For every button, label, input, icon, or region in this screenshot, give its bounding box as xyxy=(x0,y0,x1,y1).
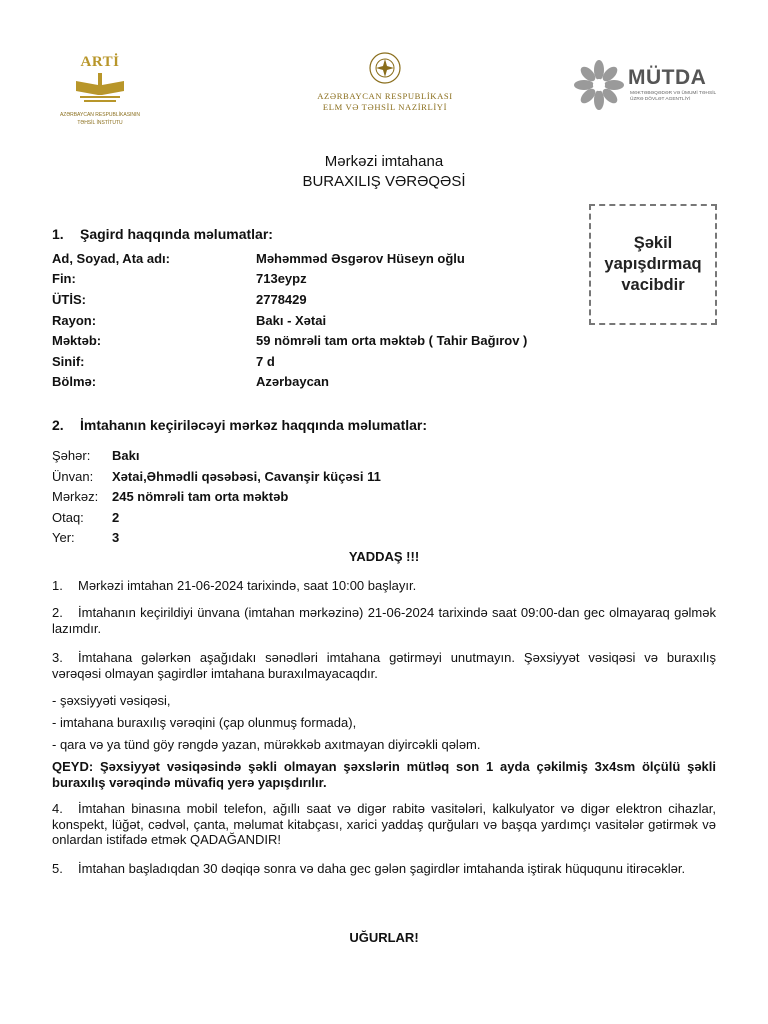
center-room-label: Otaq: xyxy=(52,510,84,525)
mutda-logo-sub xyxy=(630,91,722,103)
student-district-label: Rayon: xyxy=(52,313,97,328)
book-icon xyxy=(72,71,128,105)
student-school-value: 59 nömrəli tam orta məktəb ( Tahir Bağırov ) xyxy=(256,333,528,348)
arti-logo-name: ARTİ xyxy=(80,54,120,70)
reminder-item-5-text: İmtahan başladıqdan 30 dəqiqə sonra və daha gec gələn şagirdlər imtahanda iştirak hüququnu itirəcəklər. xyxy=(78,861,686,876)
center-seat-label: Yer: xyxy=(52,530,75,545)
mutda-logo-name: MÜTDA xyxy=(628,66,707,89)
mutda-logo xyxy=(574,58,724,118)
student-section-value: Azərbaycan xyxy=(256,374,329,389)
student-district-value: Bakı - Xətai xyxy=(256,313,327,328)
ministry-line1: AZƏRBAYCAN RESPUBLİKASI xyxy=(317,91,453,101)
arti-logo-sub2: TƏHSİL İNSTİTUTU xyxy=(77,120,123,126)
center-room-value: 2 xyxy=(112,510,120,525)
arti-logo xyxy=(58,54,142,126)
reminder-item-2-number: 2. xyxy=(52,605,63,620)
center-address-value: Xətai,Əhmədli qəsəbəsi, Cavanşir küçəsi 11 xyxy=(112,469,381,484)
reminder-item-4-text: İmtahan binasına mobil telefon, ağıllı saat və digər rabitə vasitələri, kalkulyator və digər elektron cihazlar, konspekt, lüğət, cədvəl, çanta, məlumat kitabçası, xarici yaddaş qurğuları və başqa yardımçı vasitələr gətirmək və onlardan istifadə etmək QADAĞANDIR! xyxy=(52,801,716,847)
reminder-item-1 xyxy=(52,578,716,594)
photo-placeholder xyxy=(589,204,717,325)
reminder-item-1-text: Mərkəzi imtahan 21-06-2024 tarixində, saat 10:00 başlayır. xyxy=(78,578,417,593)
reminder-item-5 xyxy=(52,861,716,877)
center-address-label: Ünvan: xyxy=(52,469,94,484)
required-doc-pass: - imtahana buraxılış vərəqini (çap olunmuş formada), xyxy=(52,715,357,730)
reminder-heading: YADDAŞ !!! xyxy=(348,549,420,564)
document-title-line1: Mərkəzi imtahana xyxy=(324,153,444,170)
closing-message: UĞURLAR! xyxy=(349,930,419,945)
ministry-logo xyxy=(300,50,470,120)
reminder-item-2 xyxy=(52,605,716,636)
section1-heading-text: Şagird haqqında məlumatlar: xyxy=(80,226,273,242)
section1-number: 1. xyxy=(52,226,64,242)
mutda-logo-sub1: MƏKTƏBƏQƏDƏR VƏ ÜMUMİ TƏHSİL xyxy=(630,91,717,96)
document-title-line2: BURAXILIŞ VƏRƏQƏSİ xyxy=(302,173,466,190)
center-name-value: 245 nömrəli tam orta məktəb xyxy=(112,489,289,504)
photo-placeholder-line2: yapışdırmaq xyxy=(604,255,702,273)
reminder-note: QEYD: Şəxsiyyət vəsiqəsində şəkli olmayan şəxslərin mütləq son 1 ayda çəkilmiş 3x4sm ölçülü şəkli buraxılış vərəqində müvafiq yerə yapışdırılır. xyxy=(52,759,716,790)
section2-number: 2. xyxy=(52,417,64,433)
reminder-item-2-text: İmtahanın keçirildiyi ünvana (imtahan mərkəzinə) 21-06-2024 tarixində saat 09:00-dan gec olmayaraq gəlmək lazımdır. xyxy=(52,605,716,636)
mutda-flower-icon xyxy=(574,60,624,110)
center-seat-value: 3 xyxy=(112,530,120,545)
student-utis-label: ÜTİS: xyxy=(52,292,86,307)
required-doc-id: - şəxsiyyəti vəsiqəsi, xyxy=(52,693,171,708)
student-class-value: 7 d xyxy=(256,354,275,369)
student-utis-value: 2778429 xyxy=(256,292,307,307)
reminder-item-3 xyxy=(52,650,716,681)
section2-heading xyxy=(52,417,427,433)
student-fin-label: Fin: xyxy=(52,271,76,286)
student-section-label: Bölmə: xyxy=(52,374,97,389)
arti-logo-sub1: AZƏRBAYCAN RESPUBLİKASININ xyxy=(59,112,141,118)
reminder-item-5-number: 5. xyxy=(52,861,63,876)
section2-heading-text: İmtahanın keçiriləcəyi mərkəz haqqında məlumatlar: xyxy=(80,417,428,433)
photo-placeholder-line3: vacibdir xyxy=(621,276,685,294)
student-class-label: Sinif: xyxy=(52,354,85,369)
ministry-line2: ELM VƏ TƏHSİL NAZİRLİYİ xyxy=(322,102,448,112)
ministry-emblem-icon xyxy=(365,50,405,86)
student-fin-value: 713eypz xyxy=(256,271,307,286)
student-name-value: Məhəmməd Əsgərov Hüseyn oğlu xyxy=(256,251,465,266)
section1-heading xyxy=(52,226,273,242)
center-name-label: Mərkəz: xyxy=(52,489,99,504)
center-city-label: Şəhər: xyxy=(52,448,91,463)
photo-placeholder-line1: Şəkil xyxy=(633,234,673,252)
reminder-item-4-number: 4. xyxy=(52,801,63,816)
reminder-item-3-text: İmtahana gələrkən aşağıdakı sənədləri imtahana gətirməyi unutmayın. Şəxsiyyət vəsiqəsi və buraxılış vərəqəsi olmayan şagirdlər imtahana buraxılmayacaqdır. xyxy=(52,650,716,681)
student-name-label: Ad, Soyad, Ata adı: xyxy=(52,251,170,266)
student-school-label: Məktəb: xyxy=(52,333,102,348)
mutda-logo-sub2: ÜZRƏ DÖVLƏT AGENTLİYİ xyxy=(630,97,691,102)
reminder-item-4 xyxy=(52,801,716,848)
reminder-item-1-number: 1. xyxy=(52,578,63,593)
center-city-value: Bakı xyxy=(112,448,140,463)
required-doc-pen: - qara və ya tünd göy rəngdə yazan, mürəkkəb axıtmayan diyircəkli qələm. xyxy=(52,737,481,752)
reminder-item-3-number: 3. xyxy=(52,650,63,665)
